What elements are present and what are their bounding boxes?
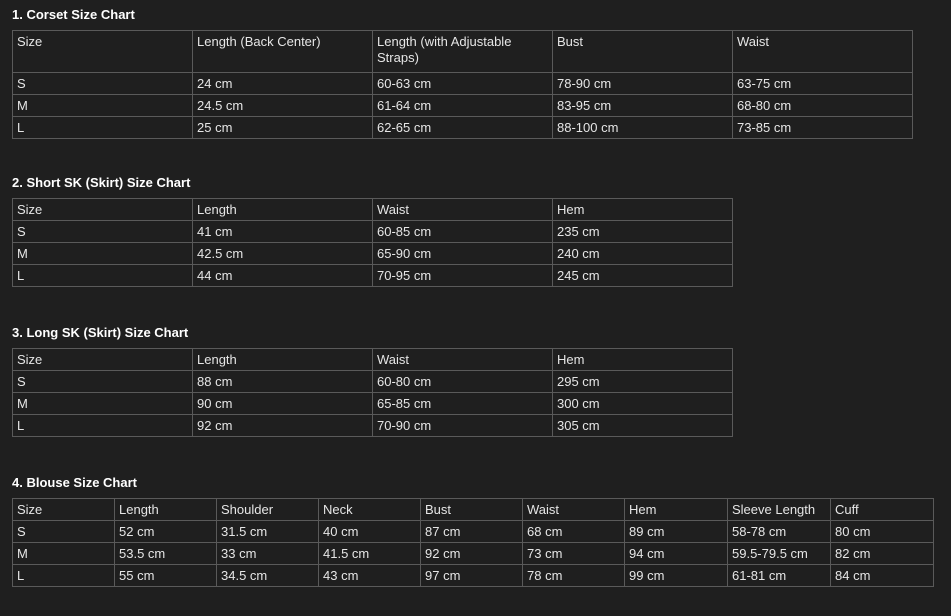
table-cell: 300 cm [553,393,733,415]
table-cell: L [13,415,193,437]
table-cell: 34.5 cm [217,565,319,587]
table-cell: L [13,117,193,139]
table-cell: 24 cm [193,73,373,95]
table-cell: 94 cm [625,543,728,565]
table-cell: 65-85 cm [373,393,553,415]
table-cell: 305 cm [553,415,733,437]
table-cell: 78 cm [523,565,625,587]
table-cell: 60-85 cm [373,221,553,243]
corset-section [12,6,913,139]
table-cell: 41.5 cm [319,543,421,565]
table-cell: 25 cm [193,117,373,139]
table-cell: 65-90 cm [373,243,553,265]
table-cell: 88 cm [193,371,373,393]
header-cell: Waist [523,499,625,521]
table-cell: 44 cm [193,265,373,287]
header-cell: Waist [373,349,553,371]
table-cell: 73 cm [523,543,625,565]
table-cell: 73-85 cm [733,117,913,139]
table-cell: 90 cm [193,393,373,415]
corset-table [12,30,913,139]
table-cell: M [13,543,115,565]
blouse-table [12,498,934,587]
table-cell: 60-80 cm [373,371,553,393]
table-cell: 59.5-79.5 cm [728,543,831,565]
blouse-title: 4. Blouse Size Chart [12,475,137,490]
header-cell: Length (Back Center) [193,31,373,73]
blouse-section [12,474,934,587]
table-cell: 68-80 cm [733,95,913,117]
header-cell: Neck [319,499,421,521]
table-row [13,265,733,287]
table-row [13,73,913,95]
table-row [13,371,733,393]
table-cell: 88-100 cm [553,117,733,139]
table-cell: M [13,243,193,265]
header-cell: Size [13,199,193,221]
table-cell: 43 cm [319,565,421,587]
table-cell: 24.5 cm [193,95,373,117]
table-cell: 60-63 cm [373,73,553,95]
table-cell: L [13,265,193,287]
table-row [13,117,913,139]
header-cell: Hem [625,499,728,521]
header-cell: Waist [373,199,553,221]
table-cell: 295 cm [553,371,733,393]
table-cell: 52 cm [115,521,217,543]
table-cell: 33 cm [217,543,319,565]
table-cell: 68 cm [523,521,625,543]
header-cell: Hem [553,349,733,371]
table-row [13,415,733,437]
long-skirt-title: 3. Long SK (Skirt) Size Chart [12,325,189,340]
header-cell: Size [13,31,193,73]
table-cell: 92 cm [193,415,373,437]
table-cell: S [13,221,193,243]
table-cell: L [13,565,115,587]
table-cell: 31.5 cm [217,521,319,543]
table-cell: 58-78 cm [728,521,831,543]
table-cell: 83-95 cm [553,95,733,117]
table-header-row [13,499,934,521]
header-cell: Length (with Adjustable Straps) [373,31,553,73]
header-cell: Length [193,349,373,371]
header-cell: Length [115,499,217,521]
table-cell: 41 cm [193,221,373,243]
table-cell: M [13,95,193,117]
header-cell: Size [13,349,193,371]
table-cell: 62-65 cm [373,117,553,139]
corset-title: 1. Corset Size Chart [12,7,135,22]
table-cell: 80 cm [831,521,934,543]
header-cell: Shoulder [217,499,319,521]
table-cell: 61-64 cm [373,95,553,117]
header-cell: Size [13,499,115,521]
table-cell: 42.5 cm [193,243,373,265]
table-header-row [13,199,733,221]
table-cell: 55 cm [115,565,217,587]
table-row [13,243,733,265]
table-cell: 97 cm [421,565,523,587]
header-cell: Hem [553,199,733,221]
short-skirt-table [12,198,733,287]
table-cell: S [13,371,193,393]
table-row [13,521,934,543]
header-cell: Cuff [831,499,934,521]
table-cell: 92 cm [421,543,523,565]
header-cell: Bust [553,31,733,73]
header-cell: Bust [421,499,523,521]
table-cell: 87 cm [421,521,523,543]
table-cell: 40 cm [319,521,421,543]
header-cell: Length [193,199,373,221]
table-cell: S [13,73,193,95]
table-cell: 78-90 cm [553,73,733,95]
table-cell: 84 cm [831,565,934,587]
table-cell: 245 cm [553,265,733,287]
table-cell: 70-95 cm [373,265,553,287]
table-row [13,393,733,415]
table-header-row [13,349,733,371]
table-cell: 235 cm [553,221,733,243]
table-cell: M [13,393,193,415]
header-cell: Sleeve Length [728,499,831,521]
short-skirt-section [12,174,733,287]
long-skirt-table [12,348,733,437]
table-cell: 63-75 cm [733,73,913,95]
table-row [13,565,934,587]
table-cell: 99 cm [625,565,728,587]
long-skirt-section [12,324,733,437]
header-cell: Waist [733,31,913,73]
short-skirt-title: 2. Short SK (Skirt) Size Chart [12,175,191,190]
table-cell: S [13,521,115,543]
table-cell: 240 cm [553,243,733,265]
table-header-row [13,31,913,73]
table-row [13,543,934,565]
table-cell: 82 cm [831,543,934,565]
table-cell: 70-90 cm [373,415,553,437]
table-cell: 89 cm [625,521,728,543]
table-row [13,221,733,243]
table-row [13,95,913,117]
table-cell: 61-81 cm [728,565,831,587]
table-cell: 53.5 cm [115,543,217,565]
